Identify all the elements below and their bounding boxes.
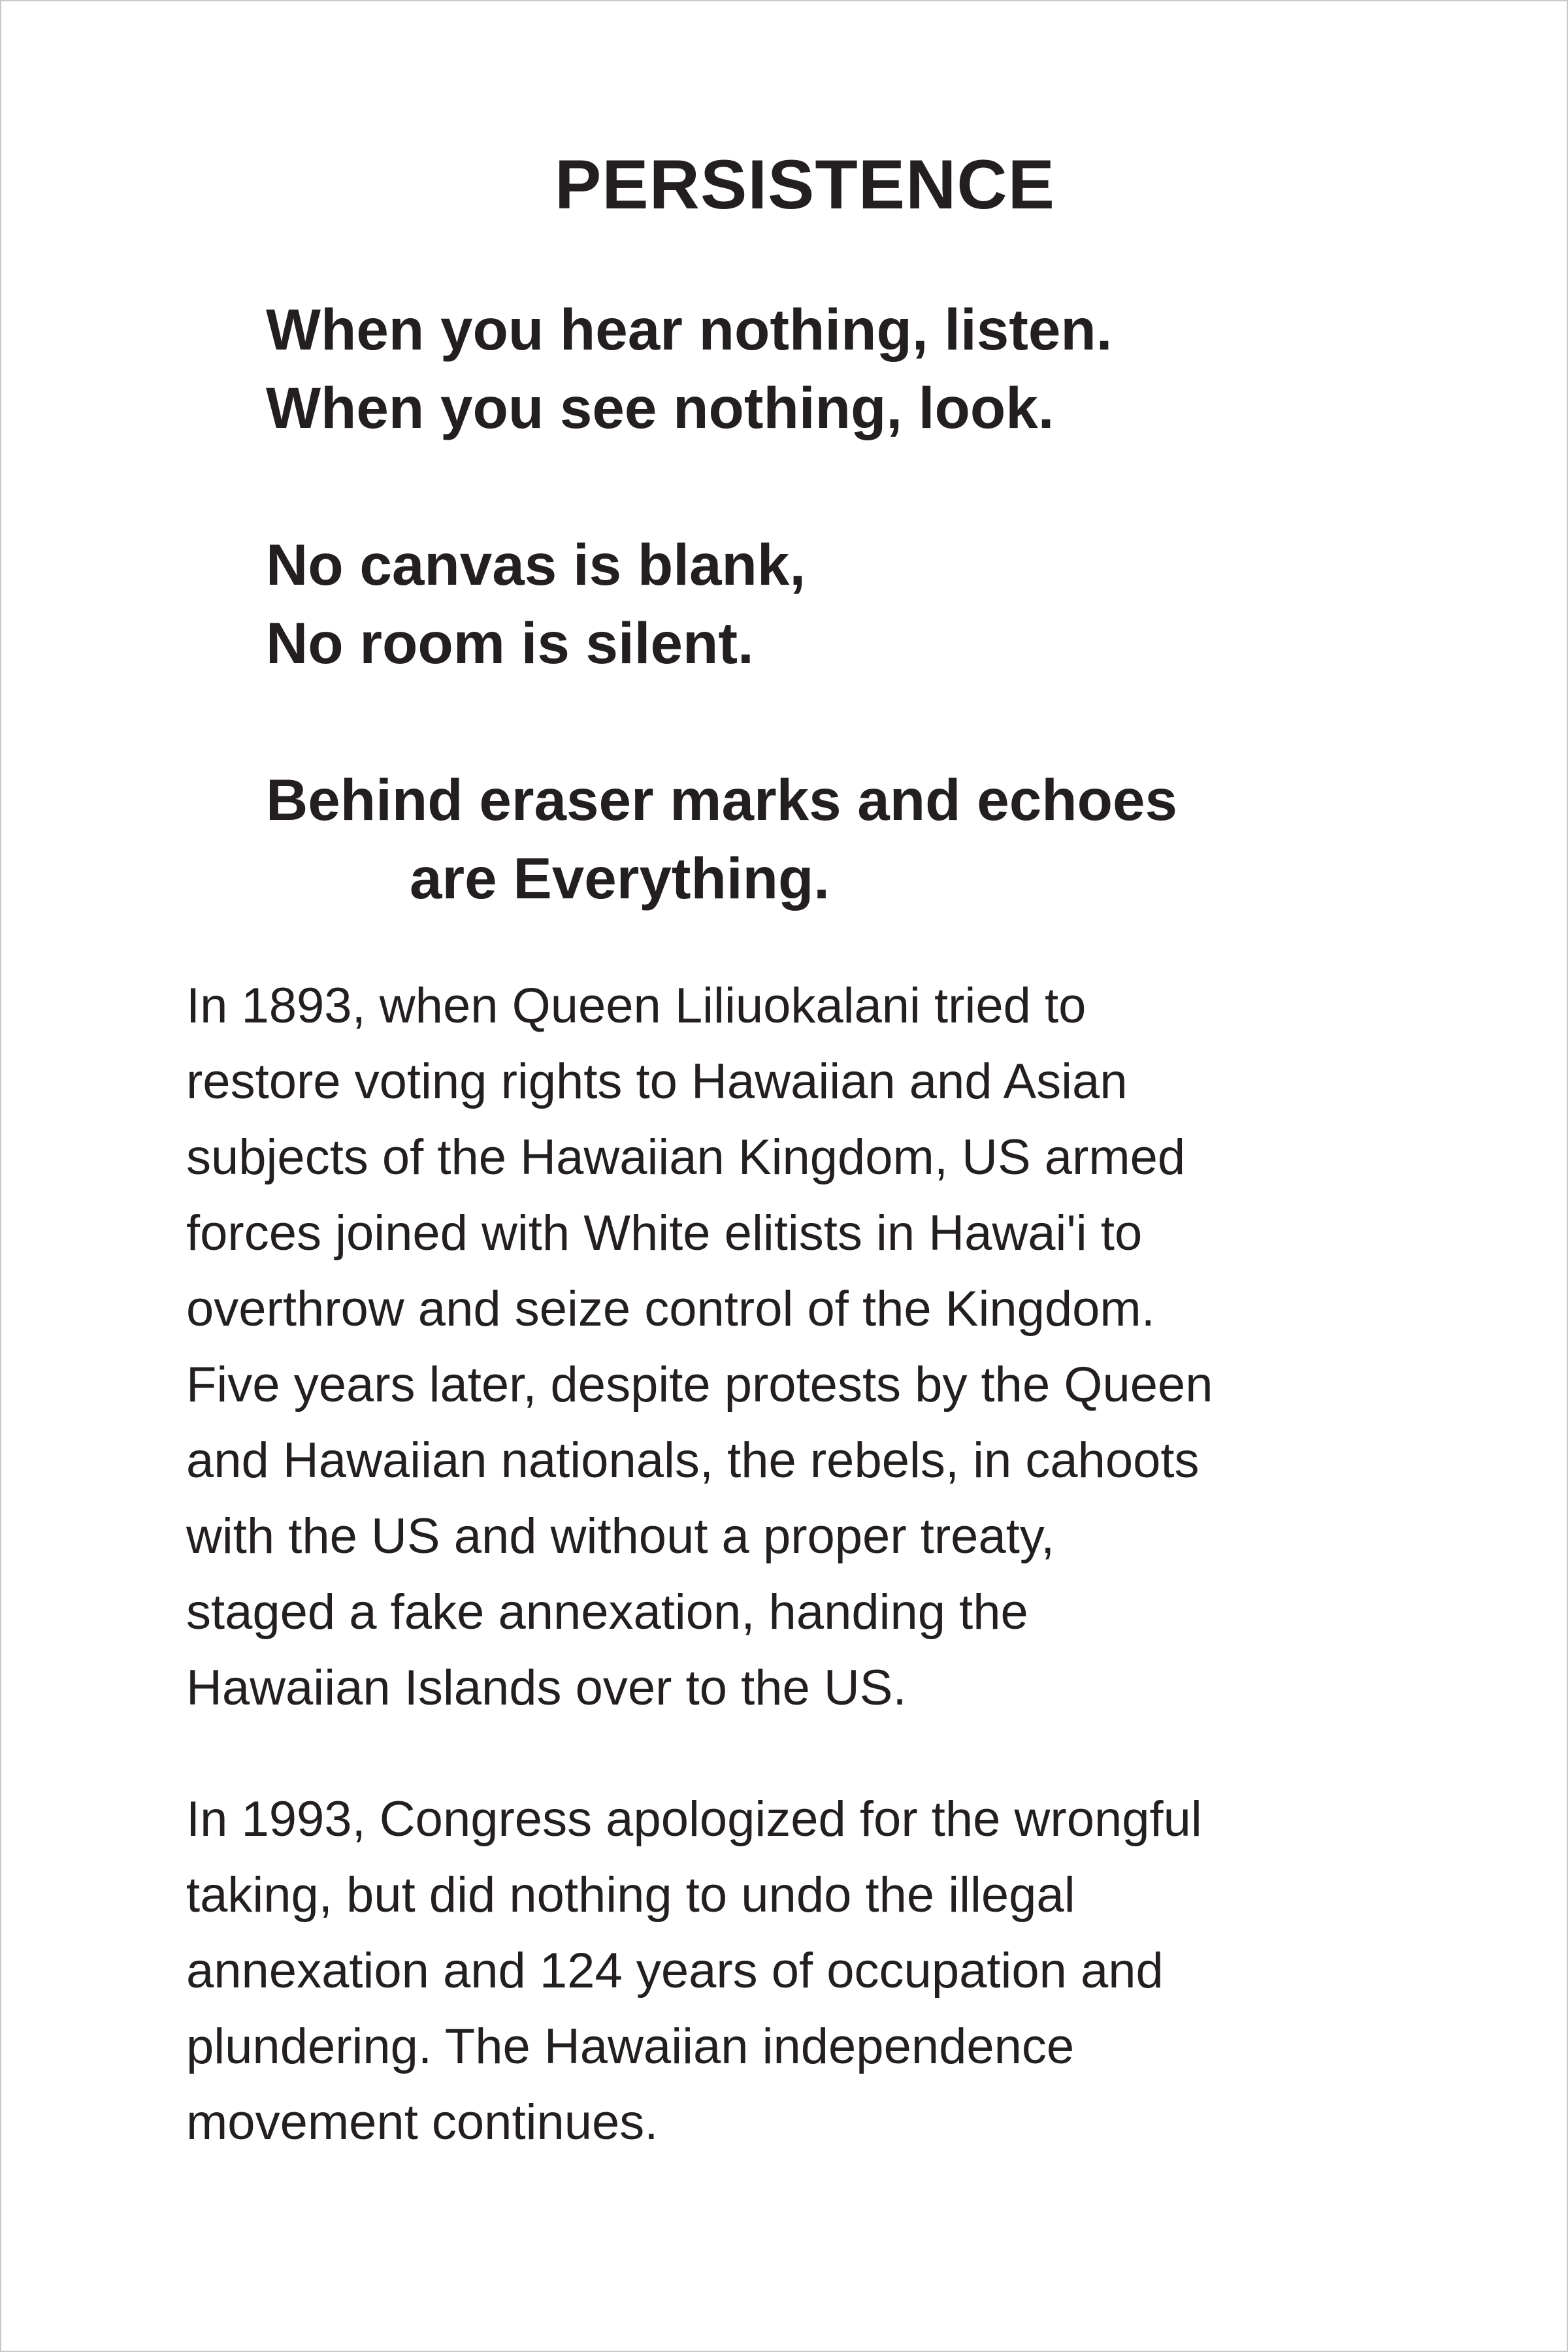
poem-line: No room is silent. [266, 610, 754, 676]
paragraph-line: In 1893, when Queen Liliuokalani tried to [186, 978, 1086, 1034]
paragraph-line: plundering. The Hawaiian independence [186, 2019, 1075, 2074]
paragraph-line: In 1993, Congress apologized for the wrongful [186, 1791, 1202, 1847]
page-title [1, 142, 1568, 227]
paragraph-line: forces joined with White elitists in Hawai'i to [186, 1205, 1143, 1261]
poem-line-indented: are Everything. [410, 845, 830, 911]
paragraph-line: taking, but did nothing to undo the illegal [186, 1867, 1075, 1923]
poem-line: No canvas is blank, [266, 532, 806, 597]
paragraph-line: restore voting rights to Hawaiian and Asian [186, 1054, 1128, 1109]
paragraph-line: with the US and without a proper treaty, [186, 1509, 1055, 1564]
poem-line: When you see nothing, look. [266, 375, 1054, 440]
paragraph-line: movement continues. [186, 2095, 659, 2150]
paragraph-line: and Hawaiian nationals, the rebels, in cahoots [186, 1433, 1200, 1488]
title-text: PERSISTENCE [554, 145, 1056, 223]
paragraph-line: Hawaiian Islands over to the US. [186, 1660, 907, 1716]
paragraph-line: Five years later, despite protests by the Queen [186, 1357, 1213, 1413]
poem-line: Behind eraser marks and echoes [266, 767, 1177, 832]
paragraph-line: overthrow and seize control of the Kingdom. [186, 1281, 1155, 1337]
poem [266, 290, 1507, 917]
paragraph-line: annexation and 124 years of occupation and [186, 1943, 1164, 1999]
paragraph-apology [186, 1782, 1428, 2161]
paragraph-line: staged a fake annexation, handing the [186, 1584, 1028, 1640]
poem-line: When you hear nothing, listen. [266, 297, 1113, 362]
stanza-gap [266, 682, 1507, 760]
paragraph-line: subjects of the Hawaiian Kingdom, US armed [186, 1130, 1186, 1185]
paragraph-history [186, 968, 1428, 1726]
stanza-gap [266, 447, 1507, 525]
